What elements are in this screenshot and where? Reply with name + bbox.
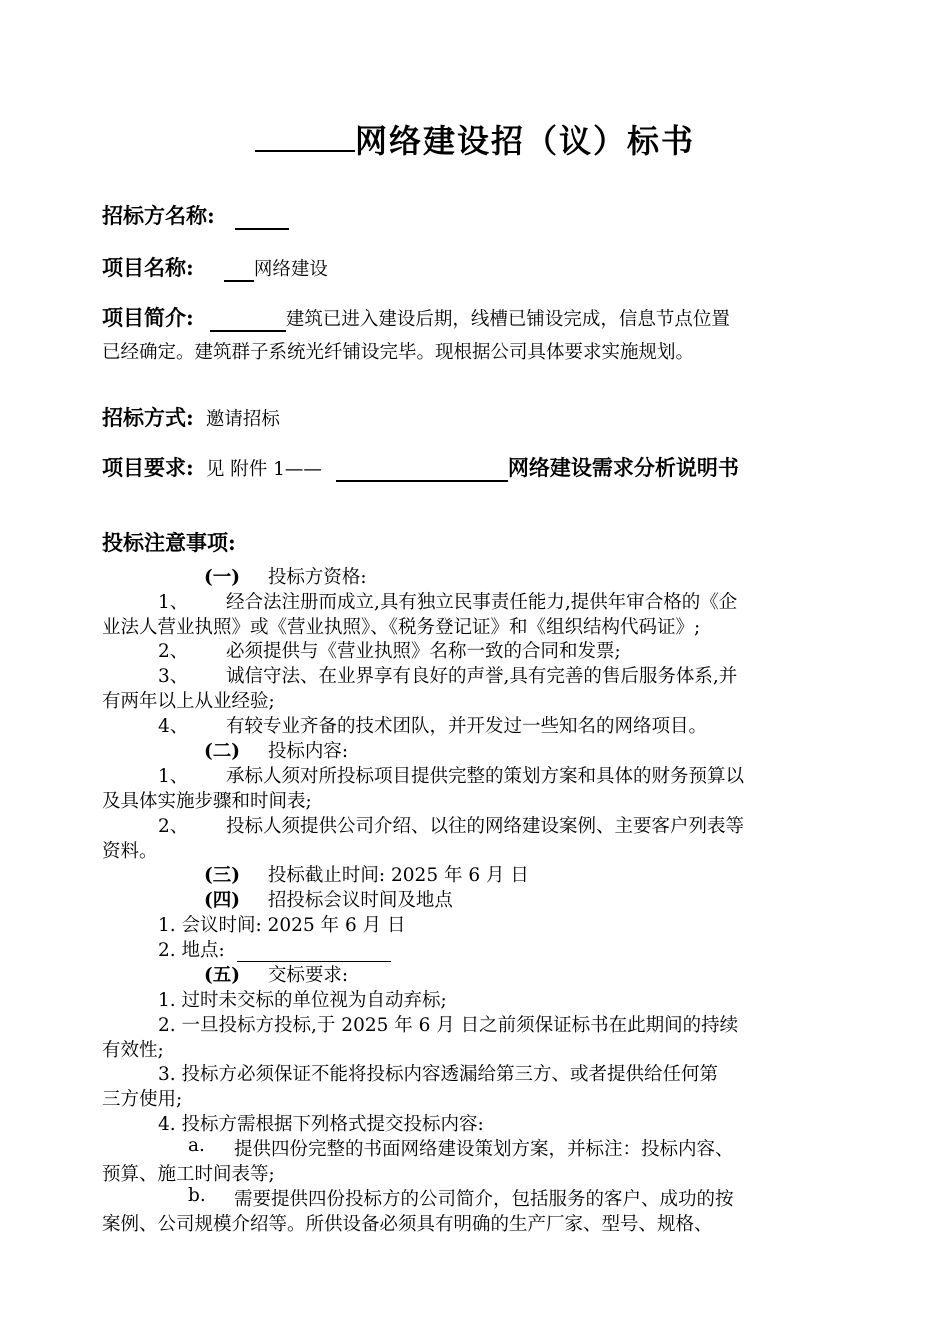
title-blank — [255, 150, 355, 152]
method-line — [102, 402, 280, 432]
s5-item-3-b: 三方使用; — [102, 1089, 183, 1110]
s1-item-3-text-b: 有两年以上从业经验; — [102, 691, 275, 712]
s1-item-1-text-a: 经合法注册而成立,具有独立民事责任能力,提供年审合格的《企 — [226, 592, 738, 613]
project-name-blank — [224, 258, 254, 282]
section-1-heading — [204, 563, 367, 589]
s1-item-4-text: 有较专业齐备的技术团队，并开发过一些知名的网络项目。 — [226, 716, 708, 737]
s5-item-2-b: 有效性; — [102, 1040, 164, 1061]
title-text: 网络建设招（议）标书 — [354, 122, 695, 160]
s5-item-2-a: 2. 一旦投标方投标,于 2025 年 6 月 日之前须保证标书在此期间的持续 — [158, 1015, 739, 1036]
s5-sub-a-number: a. — [188, 1135, 205, 1156]
requirement-line — [102, 452, 739, 482]
requirement-blank — [336, 458, 508, 482]
s5-item-4: 4. 投标方需根据下列格式提交投标内容: — [158, 1114, 484, 1135]
s1-item-1-text-b: 业法人营业执照》或《营业执照》、《税务登记证》和《组织结构代码证》; — [102, 617, 701, 638]
section-1-number: (一) — [204, 567, 241, 588]
section-2-heading — [204, 737, 348, 763]
document-title — [0, 116, 950, 162]
project-name-label: 项目名称: — [102, 255, 194, 280]
s5-sub-b-number: b. — [188, 1185, 206, 1206]
section-4-title: 招投标会议时间及地点 — [267, 890, 453, 911]
s5-sub-a-text-a: 提供四份完整的书面网络建设策划方案，并标注：投标内容、 — [234, 1139, 734, 1160]
section-4-number: (四) — [204, 890, 241, 911]
section-3-number: (三) — [204, 865, 241, 886]
intro-line-2: 已经确定。建筑群子系统光纤铺设完毕。现根据公司具体要求实施规划。 — [102, 342, 695, 363]
requirement-value: 见 附件 1—— — [205, 459, 322, 480]
section-3-heading — [204, 861, 529, 887]
s5-sub-b-text-a: 需要提供四份投标方的公司简介，包括服务的客户、成功的按 — [234, 1189, 734, 1210]
requirement-label: 项目要求: — [102, 455, 194, 480]
s4-item-2 — [158, 936, 391, 962]
tenderer-line — [102, 200, 289, 230]
s2-item-1-text-a: 承标人须对所投标项目提供完整的策划方案和具体的财务预算以 — [226, 766, 745, 787]
tenderer-blank — [235, 206, 289, 230]
intro-line-1 — [102, 302, 730, 332]
s4-item-2-label: 2. 地点: — [158, 940, 225, 961]
notes-heading: 投标注意事项: — [102, 530, 236, 555]
section-3-title: 投标截止时间: 2025 年 6 月 日 — [267, 865, 529, 886]
s2-item-2-number: 2、 — [158, 816, 189, 837]
section-4-heading — [204, 886, 453, 912]
section-2-number: (二) — [204, 741, 241, 762]
s1-item-3-number: 3、 — [158, 666, 189, 687]
s4-item-1: 1. 会议时间: 2025 年 6 月 日 — [158, 915, 406, 936]
s1-item-3-text-a: 诚信守法、在业界享有良好的声誉,具有完善的售后服务体系,并 — [226, 666, 738, 687]
s1-item-1-number: 1、 — [158, 592, 189, 613]
s2-item-2-text-a: 投标人须提供公司介绍、以往的网络建设案例、主要客户列表等 — [226, 816, 745, 837]
s2-item-1-number: 1、 — [158, 766, 189, 787]
section-5-title: 交标要求: — [267, 965, 349, 986]
location-blank — [237, 940, 391, 962]
s1-item-2-text: 必须提供与《营业执照》名称一致的合同和发票; — [226, 641, 621, 662]
intro-blank — [210, 308, 286, 332]
section-1-title: 投标方资格: — [267, 567, 367, 588]
tenderer-label: 招标方名称: — [102, 203, 215, 228]
project-name-line — [102, 252, 328, 282]
s1-item-2-number: 2、 — [158, 641, 189, 662]
s5-item-3-a: 3. 投标方必须保证不能将投标内容透漏给第三方、或者提供给任何第 — [158, 1064, 719, 1085]
section-5-number: (五) — [204, 965, 241, 986]
s5-sub-a-text-b: 预算、施工时间表等; — [102, 1164, 275, 1185]
method-value: 邀请招标 — [205, 409, 280, 430]
s5-item-1: 1. 过时未交标的单位视为自动弃标; — [158, 990, 447, 1011]
section-2-title: 投标内容: — [267, 741, 349, 762]
s5-sub-b-text-b: 案例、公司规模介绍等。所供设备必须具有明确的生产厂家、型号、规格、 — [102, 1214, 713, 1235]
s2-item-2-text-b: 资料。 — [102, 841, 158, 862]
requirement-doc: 网络建设需求分析说明书 — [507, 455, 739, 480]
s2-item-1-text-b: 及具体实施步骤和时间表; — [102, 791, 312, 812]
section-5-heading — [204, 961, 348, 987]
intro-label: 项目简介: — [102, 305, 194, 330]
method-label: 招标方式: — [102, 405, 194, 430]
s1-item-4-number: 4、 — [158, 716, 189, 737]
project-name-value: 网络建设 — [253, 259, 328, 280]
intro-text-1: 建筑已进入建设后期，线槽已铺设完成，信息节点位置 — [285, 309, 730, 330]
